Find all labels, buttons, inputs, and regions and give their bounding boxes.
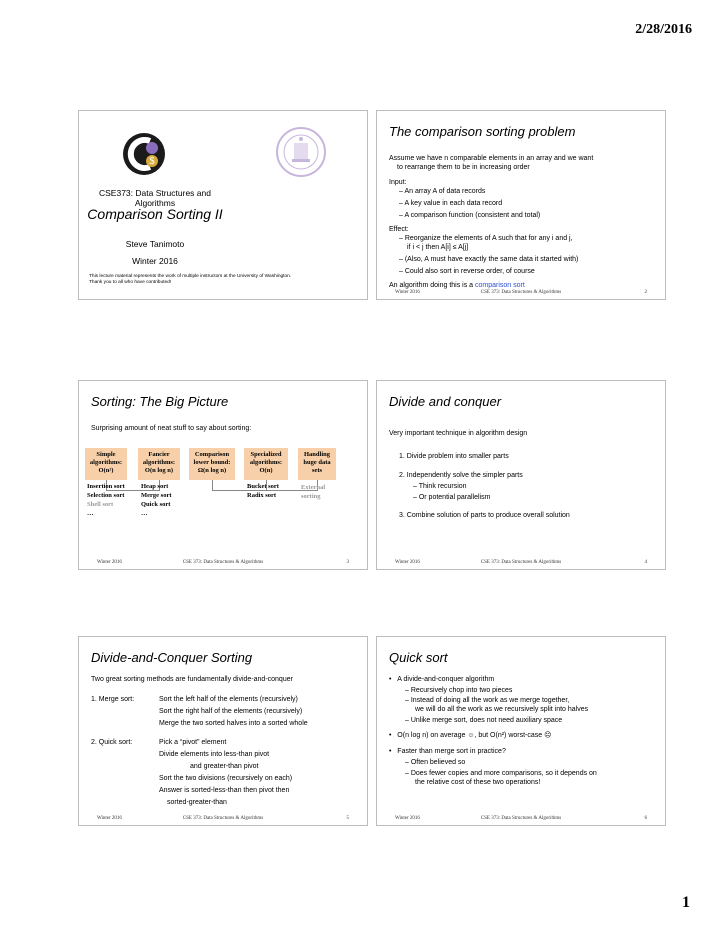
footer-term: Winter 2016	[97, 560, 122, 565]
bullet-3: • Faster than merge sort in practice?	[389, 748, 506, 755]
merge-sort-step-2: Sort the right half of the elements (recursively)	[159, 708, 303, 715]
fancier-alg-more: …	[141, 510, 148, 517]
category-specialized: Specialized algorithms: O(n)	[244, 448, 288, 480]
slide-3	[78, 380, 368, 570]
bullet-1c: – Unlike merge sort, does not need auxiliary space	[405, 717, 563, 724]
page-number: 1	[682, 894, 690, 911]
term: Winter 2016	[132, 256, 178, 266]
simple-alg-3: Shell sort	[87, 501, 114, 508]
step-3: 3. Combine solution of parts to produce overall solution	[399, 512, 570, 519]
input-item-3: – A comparison function (consistent and total)	[399, 212, 541, 219]
category-fancier: Fancier algorithms: O(n log n)	[138, 448, 180, 480]
step-2b: – Or potential parallelism	[413, 494, 491, 501]
huge-data-alg-1: External	[301, 484, 326, 491]
category-lower-bound: Comparison lower bound: Ω(n log n)	[189, 448, 235, 480]
deck-title: Comparison Sorting II	[87, 206, 223, 222]
slide-title: Divide-and-Conquer Sorting	[91, 650, 253, 665]
intro-line-2: to rearrange them to be in increasing order	[397, 164, 530, 171]
quick-sort-step-3: Sort the two divisions (recursively on each)	[159, 775, 293, 782]
effect-label: Effect:	[389, 226, 409, 233]
quick-sort-step-4b: sorted-greater-than	[167, 799, 227, 806]
university-seal-icon	[275, 126, 327, 178]
merge-sort-step-1: Sort the left half of the elements (recursively)	[159, 696, 298, 703]
quick-sort-label: 2. Quick sort:	[91, 739, 133, 746]
step-1: 1. Divide problem into smaller parts	[399, 453, 509, 460]
closing-text: An algorithm doing this is a	[389, 282, 474, 289]
intro-line-1: Assume we have n comparable elements in an array and we want	[389, 155, 594, 162]
bullet-1a: – Recursively chop into two pieces	[405, 687, 513, 694]
slide-title: Sorting: The Big Picture	[91, 394, 229, 409]
comparison-sort-link[interactable]: comparison sort	[475, 282, 525, 289]
connector-line	[212, 480, 213, 490]
category-huge-data: Handling huge data sets	[298, 448, 336, 480]
quick-sort-step-1: Pick a “pivot” element	[159, 739, 227, 746]
footer-page: 4	[644, 560, 647, 565]
effect-item-2: – (Also, A must have exactly the same data it started with)	[399, 256, 579, 263]
simple-alg-1: Insertion sort	[87, 483, 125, 490]
slide-title: The comparison sorting problem	[389, 124, 576, 139]
simple-alg-more: …	[87, 510, 94, 517]
cse-logo	[121, 131, 167, 177]
slide-2	[376, 110, 666, 300]
specialized-alg-1: Bucket sort	[247, 483, 279, 490]
bullet-2: • O(n log n) on average ☺, but O(n²) worst-case ☹	[389, 732, 552, 739]
specialized-alg-2: Radix sort	[247, 492, 277, 499]
bullet-1b-line-2: we will do all the work as we recursively split into halves	[415, 706, 589, 713]
bullet-3b-line-1: – Does fewer copies and more comparisons, so it depends on	[405, 770, 597, 777]
merge-sort-label: 1. Merge sort:	[91, 696, 135, 703]
quick-sort-step-2b: and greater-than pivot	[190, 763, 259, 770]
footer-page: 5	[346, 816, 349, 821]
bullet-1b-line-1: – Instead of doing all the work as we merge together,	[405, 697, 570, 704]
input-item-2: – A key value in each data record	[399, 200, 503, 207]
effect-item-3: – Could also sort in reverse order, of course	[399, 268, 535, 275]
footer-course: CSE 373: Data Structures & Algorithms	[480, 560, 562, 565]
input-label: Input:	[389, 179, 407, 186]
bullet-3a: – Often believed so	[405, 759, 466, 766]
bullet-1: • A divide-and-conquer algorithm	[389, 676, 495, 683]
footer-term: Winter 2016	[97, 816, 122, 821]
page-date: 2/28/2016	[635, 22, 692, 37]
quick-sort-step-2: Divide elements into less-than pivot	[159, 751, 270, 758]
footer-course: CSE 373: Data Structures & Algorithms	[480, 816, 562, 821]
acknowledgement-line-1: This lecture material represents the work of multiple instructors at the University of Washington.	[89, 274, 292, 279]
footer-page: 2	[644, 290, 647, 295]
input-item-1: – An array A of data records	[399, 188, 486, 195]
simple-alg-2: Selection sort	[87, 492, 125, 499]
slide-1	[78, 110, 368, 300]
footer-page: 3	[346, 560, 349, 565]
intro: Two great sorting methods are fundamentally divide-and-conquer	[91, 676, 293, 683]
slide-6	[376, 636, 666, 826]
slide-4	[376, 380, 666, 570]
category-simple: Simple algorithms: O(n²)	[85, 448, 127, 480]
step-2: 2. Independently solve the simpler parts	[399, 472, 523, 479]
fancier-alg-1: Heap sort	[141, 483, 169, 490]
intro: Surprising amount of neat stuff to say about sorting:	[91, 425, 252, 432]
merge-sort-step-3: Merge the two sorted halves into a sorted whole	[159, 720, 308, 727]
svg-text:$: $	[149, 155, 155, 167]
acknowledgement-line-2: Thank you to all who have contributed!	[89, 280, 172, 285]
step-2a: – Think recursion	[413, 483, 467, 490]
intro: Very important technique in algorithm design	[389, 430, 528, 437]
footer-course: CSE 373: Data Structures & Algorithms	[182, 560, 264, 565]
footer-course: CSE 373: Data Structures & Algorithms	[480, 290, 562, 295]
footer-term: Winter 2016	[395, 816, 420, 821]
effect-item-1a: – Reorganize the elements of A such that for any i and j,	[399, 235, 573, 242]
footer-term: Winter 2016	[395, 290, 420, 295]
footer-term: Winter 2016	[395, 560, 420, 565]
author: Steve Tanimoto	[125, 239, 185, 249]
slide-5	[78, 636, 368, 826]
fancier-alg-3: Quick sort	[141, 501, 171, 508]
effect-item-1b: if i < j then A[i] ≤ A[j]	[407, 244, 469, 251]
footer-course: CSE 373: Data Structures & Algorithms	[182, 816, 264, 821]
fancier-alg-2: Merge sort	[141, 492, 172, 499]
quick-sort-step-4: Answer is sorted-less-than then pivot then	[159, 787, 290, 794]
slide-title: Quick sort	[389, 650, 448, 665]
bullet-3b-line-2: the relative cost of these two operations!	[415, 779, 541, 786]
course-name: CSE373: Data Structures and Algorithms	[99, 188, 211, 208]
slide-title: Divide and conquer	[389, 394, 502, 409]
huge-data-alg-2: sorting	[301, 493, 321, 500]
footer-page: 6	[644, 816, 647, 821]
